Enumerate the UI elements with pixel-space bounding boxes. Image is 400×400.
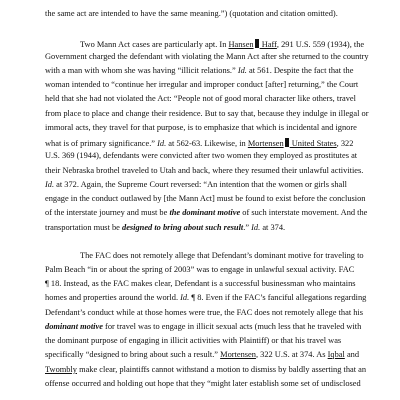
italic-text: Id. (45, 180, 55, 189)
redaction-mark (285, 138, 289, 147)
text-run: homes and properties around the world. (45, 293, 181, 302)
text-run: from place to place and change their residence. But to say that, because they indulge in illegal or (45, 109, 369, 118)
text-run: held that she had not violated the Act: “People not of good moral character like others, travel (45, 94, 356, 103)
case-citation: Hansen (228, 40, 254, 49)
redaction-mark (255, 39, 259, 48)
emphasized-text: designed to bring about such result (122, 223, 244, 232)
text-run: at 374. (260, 223, 286, 232)
text-line (45, 110, 368, 118)
case-citation: Twombly (45, 365, 77, 374)
text-line (45, 266, 354, 274)
text-run: their Nebraska brothel traveled to Utah and back, where they resumed their unlawful activities. (45, 166, 364, 175)
text-run: Defendant’s conduct while at those homes were true, the FAC does not remotely allege that his (45, 308, 364, 317)
text-run: of such interstate movement. And the (240, 208, 368, 217)
text-run: the same act are intended to have the same meaning.”) (quotation and citation omitted). (45, 9, 338, 18)
text-run: engage in the conduct outlawed by [the Mann Act] must be found to exist before the conclusion (45, 194, 366, 203)
text-run: what is of primary significance.” (45, 139, 158, 148)
text-line (45, 280, 356, 288)
text-line (45, 10, 338, 18)
text-run: the dominant purpose of engaging in illicit activities with Plaintiff) or that his travel was (45, 336, 342, 345)
text-line (45, 195, 366, 203)
case-citation: Iqbal (327, 350, 345, 359)
italic-text: Id. (251, 223, 261, 232)
text-line (45, 309, 363, 317)
italic-text: Id. (157, 139, 167, 148)
text-run: ¶ 18. Instead, as the FAC makes clear, Defendant is a successful businessman who maintains (45, 279, 356, 288)
text-run: .” (243, 223, 252, 232)
case-citation: Mortensen (247, 139, 284, 148)
text-line (45, 152, 357, 160)
text-run: Palm Beach “in or about the spring of 2003” was to engage in unlawful sexual activity. FAC (45, 265, 355, 274)
text-run: at 562-63. Likewise, in (166, 139, 248, 148)
text-line (45, 53, 369, 61)
text-line (80, 252, 364, 260)
text-line (45, 95, 356, 103)
text-run: make clear, plaintiffs cannot withstand a motion to dismiss by baldly asserting that an (76, 365, 367, 374)
text-run: woman intended to “continue her irregular and improper conduct [after] returning,” the Court (45, 80, 359, 89)
text-line (45, 181, 347, 189)
text-run: of the interstate journey and must be (45, 208, 170, 217)
text-run: for travel was to engage in illicit sexual acts (much less that he traveled with (102, 322, 362, 331)
text-line (45, 124, 357, 132)
text-line (45, 138, 353, 148)
text-line (45, 366, 366, 374)
text-run: The FAC does not remotely allege that Defendant’s dominant motive for traveling to (80, 251, 364, 260)
text-line (45, 294, 366, 302)
text-run: with a man with whom she was having “illicit relations.” (45, 66, 238, 75)
text-run: offense occurred and holding out hope that they “might later establish some set of undisclosed (45, 379, 361, 388)
text-line (45, 81, 358, 89)
text-run: at 372. Again, the Supreme Court reversed: “An intention that the women or girls shall (54, 180, 347, 189)
text-line (45, 67, 353, 75)
text-run: , 291 U.S. 559 (1934), the (276, 40, 365, 49)
case-citation: Haff (259, 40, 277, 49)
text-line (45, 351, 359, 359)
text-run: ¶ 8. Even if the FAC’s fanciful allegations regarding (189, 293, 367, 302)
emphasized-text: the dominant motive (169, 208, 241, 217)
text-line (45, 337, 341, 345)
text-line (45, 209, 367, 217)
italic-text: Id. (237, 66, 247, 75)
emphasized-text: dominant motive (45, 322, 103, 331)
text-line (45, 323, 361, 331)
text-run: Government charged the defendant with violating the Mann Act after she returned to the country (45, 52, 369, 61)
text-run: transportation must be (45, 223, 122, 232)
text-run: U.S. 369 (1944), defendants were convicted after two women they employed as prostitutes at (45, 151, 358, 160)
case-citation: Mortensen (220, 350, 256, 359)
text-run: and (344, 350, 360, 359)
text-line (80, 39, 364, 49)
text-run: , 322 (336, 139, 354, 148)
text-run: , 322 U.S. at 374. As (255, 350, 328, 359)
text-line (45, 224, 285, 232)
text-run: specifically “designed to bring about such a result.” (45, 350, 221, 359)
italic-text: Id. (180, 293, 190, 302)
text-run: immoral acts, they travel for that purpose, is to emphasize that which is incidental and ignore (45, 123, 357, 132)
text-run: at 561. Despite the fact that the (246, 66, 354, 75)
case-citation: United States (289, 139, 337, 148)
text-line (45, 167, 363, 175)
text-line (45, 380, 361, 388)
text-run: Two Mann Act cases are particularly apt. In (80, 40, 229, 49)
